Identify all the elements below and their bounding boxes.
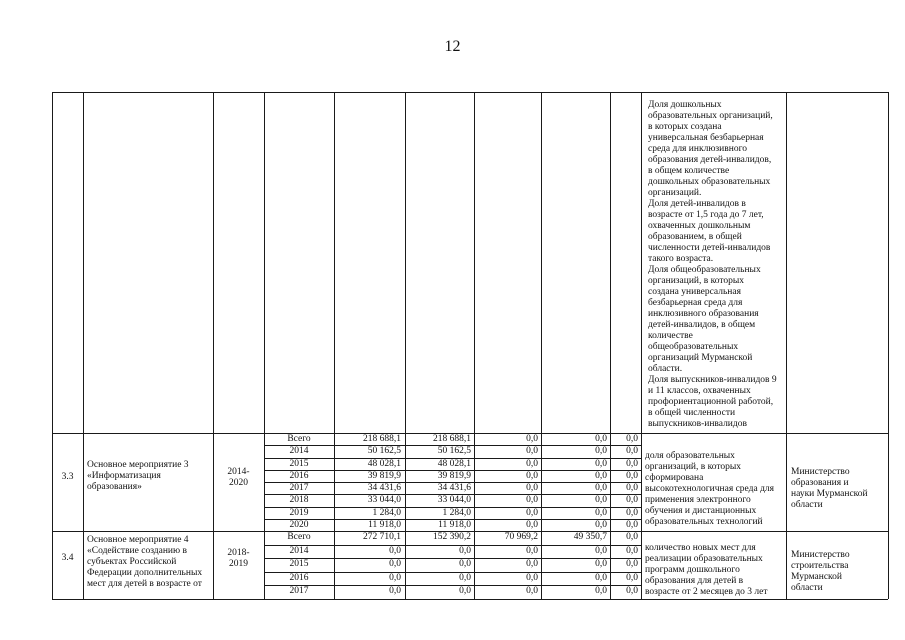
row-33-cell-total: 50 162,5 [367,446,401,457]
col-border-11 [888,92,889,599]
row-33-cell-c2: 50 162,5 [437,446,471,457]
row-34-cell-c5: 0,0 [626,559,638,570]
row-34-number: 3.4 [61,553,74,563]
row-33-cell-c3: 0,0 [526,495,538,506]
table-bottom-border [52,599,888,600]
row-33-cell-c3: 0,0 [526,434,538,444]
row-33-cell-c2: 11 918,0 [438,519,471,530]
row-33-cell-total: 1 284,0 [372,507,401,518]
row-34-cell-c3: 0,0 [526,586,538,597]
row-33-period: 2014- 2020 [227,467,250,488]
row-33-cell-c4: 0,0 [595,519,607,530]
row-33-number: 3.3 [61,472,74,482]
row-33-cell-c5: 0,0 [626,483,638,493]
row-33-cell-year: 2015 [289,458,309,469]
row-34-cell-total: 0,0 [389,572,401,583]
row-33-cell-total: 11 918,0 [368,519,401,530]
row-33-cell-c2: 48 028,1 [437,458,471,469]
row-33-executor: Министерство образования и науки Мурманской области [791,467,868,510]
row-33-cell-year: 2016 [289,470,309,481]
row-34-cell-total: 272 710,1 [363,532,401,542]
row-34-cell-c2: 0,0 [459,545,471,556]
row-33-cell-c4: 0,0 [595,446,607,457]
row-34-cell-year: Всего [287,532,311,542]
row-33-indicator: доля образовательных организаций, в которых сформирована высокотехнологичная среда для применения электронного обучения и дистанционных образовательных технологий [645,451,775,527]
row-33-cell-c5: 0,0 [626,507,638,518]
row-33-cell-c2: 33 044,0 [437,495,471,506]
row-33-cell-total: 39 819,9 [367,470,401,481]
row-33-cell-total: 218 688,1 [363,434,401,444]
col-border-1 [83,92,84,599]
row-34-cell-c3: 0,0 [526,545,538,556]
row-34-cell-year: 2017 [289,586,309,597]
row-33-cell-c3: 0,0 [526,483,538,493]
row-34-cell-c2: 0,0 [459,559,471,570]
top-indicators-text: Доля дошкольных образовательных организаций, в которых создана универсальная безбарьерная среда для инклюзивного образования детей-инвалидов, в общем количестве дошкольных образовательных организаций. Доля детей-инвалидов в возрасте от 1,5 года до 7 лет, охваченных дошкольным образованием, в общей численности детей-инвалидов такого возраста. Доля общеобразовательных организаций, в которых создана универсальная безбарьерная среда для инклюзивного образования детей-инвалидов, в общем количестве общеобразовательных организаций Мурманской области. Доля выпускников-инвалидов 9 и 11 классов, охваченных профориентационной работой, в общей численности выпускников-инвалидов [648,100,777,429]
row-34-cell-c4: 0,0 [595,559,607,570]
row-33-cell-c5: 0,0 [626,458,638,469]
row-34-cell-total: 0,0 [389,559,401,570]
row-34-cell-total: 0,0 [389,545,401,556]
row-34-period: 2018- 2019 [227,548,250,569]
row-33-cell-c5: 0,0 [626,434,638,444]
row-34-cell-c4: 0,0 [595,572,607,583]
col-border-9 [641,92,642,599]
row-33-cell-c5: 0,0 [626,446,638,457]
row-34-cell-c3: 70 969,2 [504,532,538,542]
row-33-cell-c5: 0,0 [626,519,638,530]
row-33-cell-year: 2018 [289,495,309,506]
row-34-cell-c5: 0,0 [626,545,638,556]
row-33-cell-c5: 0,0 [626,470,638,481]
row-34-cell-c2: 0,0 [459,586,471,597]
row-34-cell-c5: 0,0 [626,532,638,542]
row-34-executor: Министерство строительства Мурманской области [791,550,850,593]
row-33-cell-c3: 0,0 [526,507,538,518]
page-number: 12 [444,38,461,55]
row-34-cell-c4: 0,0 [595,586,607,597]
row-34-cell-c2: 0,0 [459,572,471,583]
row-33-cell-c4: 0,0 [595,458,607,469]
row-33-cell-total: 48 028,1 [367,458,401,469]
row-34-cell-year: 2016 [289,572,309,583]
col-border-2 [213,92,214,599]
row-34-cell-c4: 49 350,7 [573,532,607,542]
row-34-indicator: количество новых мест для реализации образовательных программ дошкольного образования для детей в возрасте от 2 месяцев до 3 лет [645,543,768,597]
row-33-cell-c4: 0,0 [595,507,607,518]
row-34-cell-c5: 0,0 [626,586,638,597]
row-34-cell-c4: 0,0 [595,545,607,556]
row-34-name: Основное мероприятие 4 «Содействие созданию в субъектах Российской Федерации дополнительных мест для детей в возрасте от [87,535,203,589]
row-33-cell-total: 34 431,6 [367,483,401,493]
row-33-cell-c3: 0,0 [526,458,538,469]
col-border-0 [52,92,53,599]
row-33-cell-c2: 34 431,6 [437,483,471,493]
row-33-cell-c2: 1 284,0 [442,507,471,518]
row-33-cell-year: Всего [287,434,311,444]
row-34-cell-c3: 0,0 [526,559,538,570]
row-33-cell-c4: 0,0 [595,434,607,444]
row-33-cell-c3: 0,0 [526,446,538,457]
row-33-cell-year: 2017 [289,483,309,493]
row-34-cell-c5: 0,0 [626,572,638,583]
table-top-border [52,92,888,93]
row-33-name: Основное мероприятие 3 «Информатизация образования» [87,460,189,492]
row-34-cell-year: 2015 [289,559,309,570]
row-33-cell-c4: 0,0 [595,470,607,481]
row-33-cell-c2: 218 688,1 [433,434,471,444]
row-34-cell-c3: 0,0 [526,572,538,583]
row-33-cell-c4: 0,0 [595,483,607,493]
row-33-cell-year: 2020 [289,519,309,530]
row-33-cell-c2: 39 819,9 [437,470,471,481]
row-33-cell-c4: 0,0 [595,495,607,506]
row-33-cell-year: 2019 [289,507,309,518]
row-34-cell-total: 0,0 [389,586,401,597]
row-33-cell-c5: 0,0 [626,495,638,506]
row-33-cell-total: 33 044,0 [367,495,401,506]
row-33-cell-year: 2014 [289,446,309,457]
row-34-cell-c2: 152 390,2 [433,532,471,542]
row-34-cell-year: 2014 [289,545,309,556]
row-33-cell-c3: 0,0 [526,519,538,530]
row-33-cell-c3: 0,0 [526,470,538,481]
